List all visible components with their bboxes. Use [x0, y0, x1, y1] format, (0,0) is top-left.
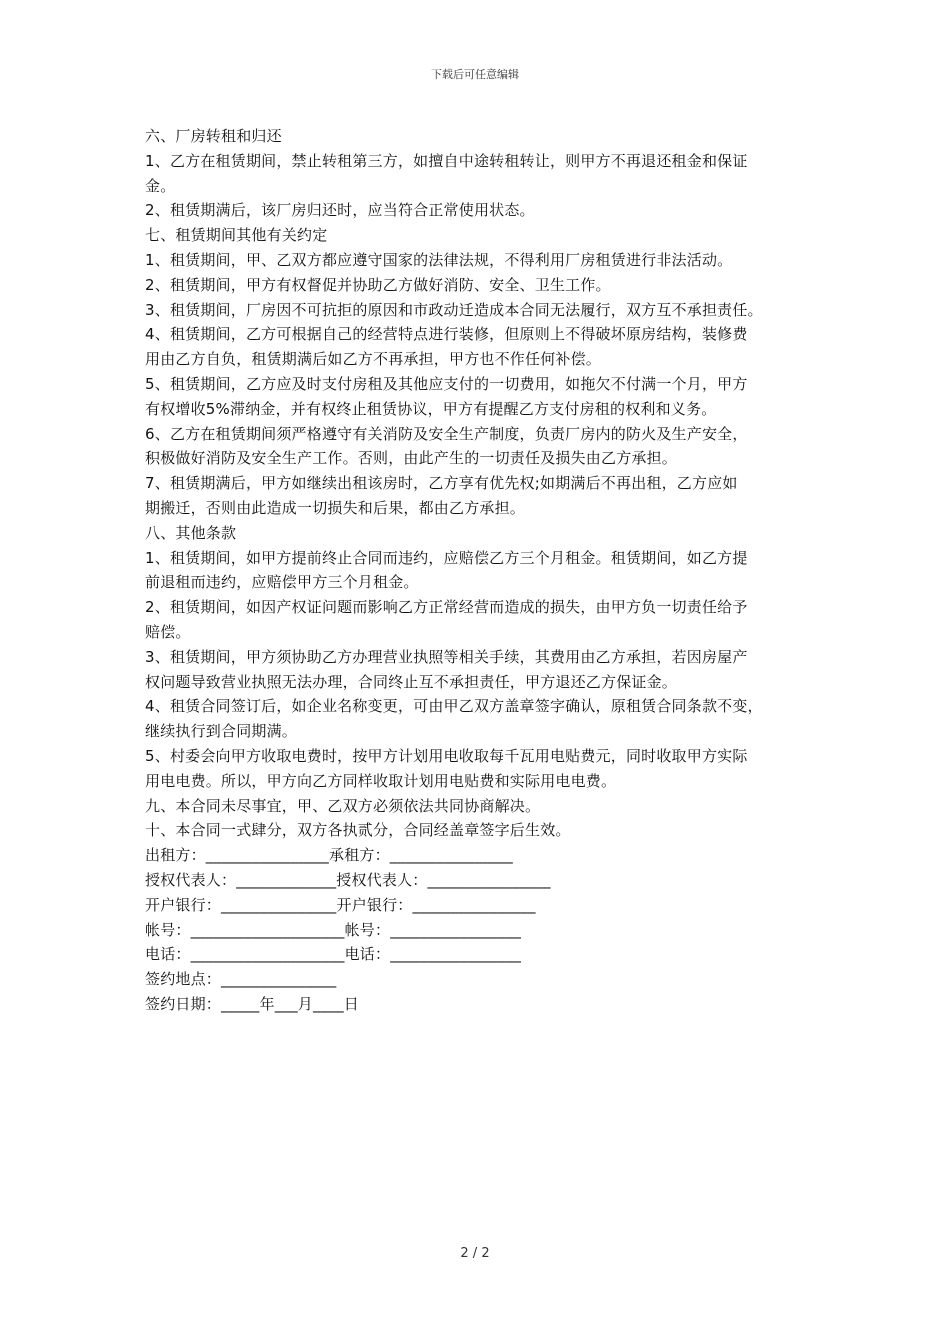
text-line: 用由乙方自负，租赁期满后如乙方不再承担，甲方也不作任何补偿。 [145, 350, 602, 369]
section-heading: 八、其他条款 [145, 523, 237, 542]
text-line: 2、租赁期间，甲方有权督促并协助乙方做好消防、安全、卫生工作。 [145, 275, 611, 294]
signature-line-phone: 电话：____________________电话：_________________ [145, 945, 522, 964]
text-line: 期搬迁，否则由此造成一切损失和后果，都由乙方承担。 [145, 498, 526, 517]
text-line: 1、乙方在租赁期间，禁止转租第三方，如擅自中途转租转让，则甲方不再退还租金和保证 [145, 151, 748, 170]
text-line: 积极做好消防及安全生产工作。否则，由此产生的一切责任及损失由乙方承担。 [145, 449, 678, 468]
section-heading: 七、租赁期间其他有关约定 [145, 226, 328, 245]
text-line: 前退租而违约，应赔偿甲方三个月租金。 [145, 573, 419, 592]
page-number: 2 / 2 [460, 1246, 490, 1261]
text-line: 继续执行到合同期满。 [145, 722, 298, 741]
signature-line-lessor: 出租方：________________承租方：________________ [145, 846, 514, 865]
text-line: 3、租赁期间，厂房因不可抗拒的原因和市政动迁造成本合同无法履行，双方互不承担责任。 [145, 300, 763, 319]
page-header: 下载后可任意编辑 [431, 68, 519, 81]
text-line: 1、租赁期间，如甲方提前终止合同而违约，应赔偿乙方三个月租金。租赁期间，如乙方提 [145, 548, 748, 567]
text-line: 2、租赁期间，如因产权证问题而影响乙方正常经营而造成的损失，由甲方负一切责任给予 [145, 598, 748, 617]
text-line: 金。 [145, 176, 176, 195]
text-line: 7、租赁期满后，甲方如继续出租该房时，乙方享有优先权;如期满后不再出租，乙方应如 [145, 474, 738, 493]
text-line: 2、租赁期满后，该厂房归还时，应当符合正常使用状态。 [145, 201, 535, 220]
text-line: 赔偿。 [145, 622, 191, 641]
text-line: 1、租赁期间，甲、乙双方都应遵守国家的法律法规，不得利用厂房租赁进行非法活动。 [145, 250, 733, 269]
text-line: 有权增收5%滞纳金，并有权终止租赁协议，甲方有提醒乙方支付房租的权利和义务。 [145, 399, 717, 418]
signature-line-bank: 开户银行：_______________开户银行：________________ [145, 895, 536, 914]
text-line: 4、租赁期间，乙方可根据自己的经营特点进行装修，但原则上不得破坏原房结构，装修费 [145, 325, 748, 344]
text-line: 权问题导致营业执照无法办理，合同终止互不承担责任，甲方退还乙方保证金。 [145, 672, 678, 691]
text-line: 用电电费。所以，甲方向乙方同样收取计划用电贴费和实际用电电费。 [145, 771, 617, 790]
section-heading: 六、厂房转租和归还 [145, 127, 282, 145]
section-heading: 十、本合同一式肆分，双方各执贰分，合同经盖章签字后生效。 [145, 821, 571, 840]
section-heading: 九、本合同未尽事宜，甲、乙双方必须依法共同协商解决。 [145, 796, 541, 815]
text-line: 6、乙方在租赁期间须严格遵守有关消防及安全生产制度，负责厂房内的防火及生产安全， [145, 424, 748, 443]
signature-line-representative: 授权代表人：_____________授权代表人：________________ [145, 870, 551, 889]
text-line: 4、租赁合同签订后，如企业名称变更，可由甲乙双方盖章签字确认，原租赁合同条款不变， [145, 697, 763, 716]
document-body [145, 124, 825, 1017]
text-line: 5、村委会向甲方收取电费时，按甲方计划用电收取每千瓦用电贴费元，同时收取甲方实际 [145, 746, 748, 765]
text-line: 5、租赁期间，乙方应及时支付房租及其他应支付的一切费用，如拖欠不付满一个月，甲方 [145, 374, 748, 393]
signature-line-account: 帐号：____________________帐号：_________________ [145, 920, 522, 939]
signature-line-date: 签约日期：_____年___月____日 [145, 994, 360, 1013]
signature-line-location: 签约地点：_______________ [145, 970, 337, 989]
text-line: 3、租赁期间，甲方须协助乙方办理营业执照等相关手续，其费用由乙方承担，若因房屋产 [145, 647, 748, 666]
